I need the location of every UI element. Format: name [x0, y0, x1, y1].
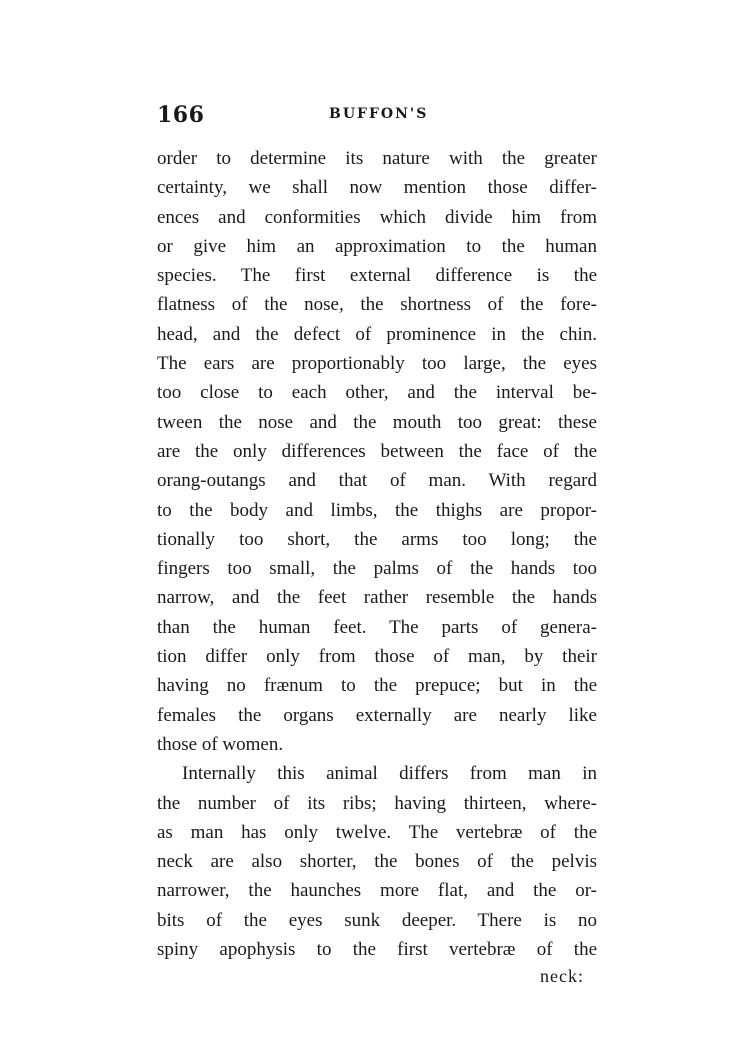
text-line: too close to each other, and the interval be-: [157, 382, 597, 404]
text-line: head, and the defect of prominence in the chin.: [157, 323, 597, 345]
paragraph-1: [157, 144, 597, 759]
text-line: having no frænum to the prepuce; but in the: [157, 675, 597, 697]
text-line: tween the nose and the mouth too great: these: [157, 411, 597, 433]
page-header: [157, 102, 597, 132]
text-line: species. The first external difference is the: [157, 265, 597, 287]
text-line: narrow, and the feet rather resemble the hands: [157, 587, 597, 609]
text-line: to the body and limbs, the thighs are propor-: [157, 499, 597, 521]
text-line: the number of its ribs; having thirteen, where-: [157, 792, 597, 814]
text-line: narrower, the haunches more flat, and the or-: [157, 880, 597, 902]
text-line: order to determine its nature with the greater: [157, 148, 597, 169]
text-line: or give him an approximation to the human: [157, 235, 597, 257]
catchword: neck:: [540, 966, 584, 986]
text-line: neck are also shorter, the bones of the pelvis: [157, 851, 597, 873]
text-line: tion differ only from those of man, by their: [157, 646, 597, 668]
text-line: ences and conformities which divide him from: [157, 206, 597, 228]
text-line: spiny apophysis to the first vertebræ of the: [157, 939, 597, 961]
text-line: flatness of the nose, the shortness of the fore-: [157, 294, 597, 316]
text-line: are the only differences between the face of the: [157, 440, 597, 462]
text-line: orang-outangs and that of man. With regard: [157, 470, 597, 492]
paragraph-2: [157, 759, 597, 964]
text-line: females the organs externally are nearly like: [157, 704, 597, 726]
text-line: Internally this animal differs from man in: [182, 763, 597, 785]
page-number: 166: [157, 102, 205, 128]
text-line: as man has only twelve. The vertebræ of the: [157, 821, 597, 843]
text-line: tionally too short, the arms too long; the: [157, 528, 597, 550]
text-line: certainty, we shall now mention those differ-: [157, 177, 597, 199]
text-line: bits of the eyes sunk deeper. There is no: [157, 909, 597, 931]
running-head: BUFFON'S: [329, 106, 429, 122]
text-line: fingers too small, the palms of the hands too: [157, 558, 597, 580]
text-line: than the human feet. The parts of genera-: [157, 616, 597, 638]
body-text: [157, 144, 597, 964]
text-line: The ears are proportionably too large, the eyes: [157, 353, 597, 375]
text-line: those of women.: [157, 733, 284, 755]
